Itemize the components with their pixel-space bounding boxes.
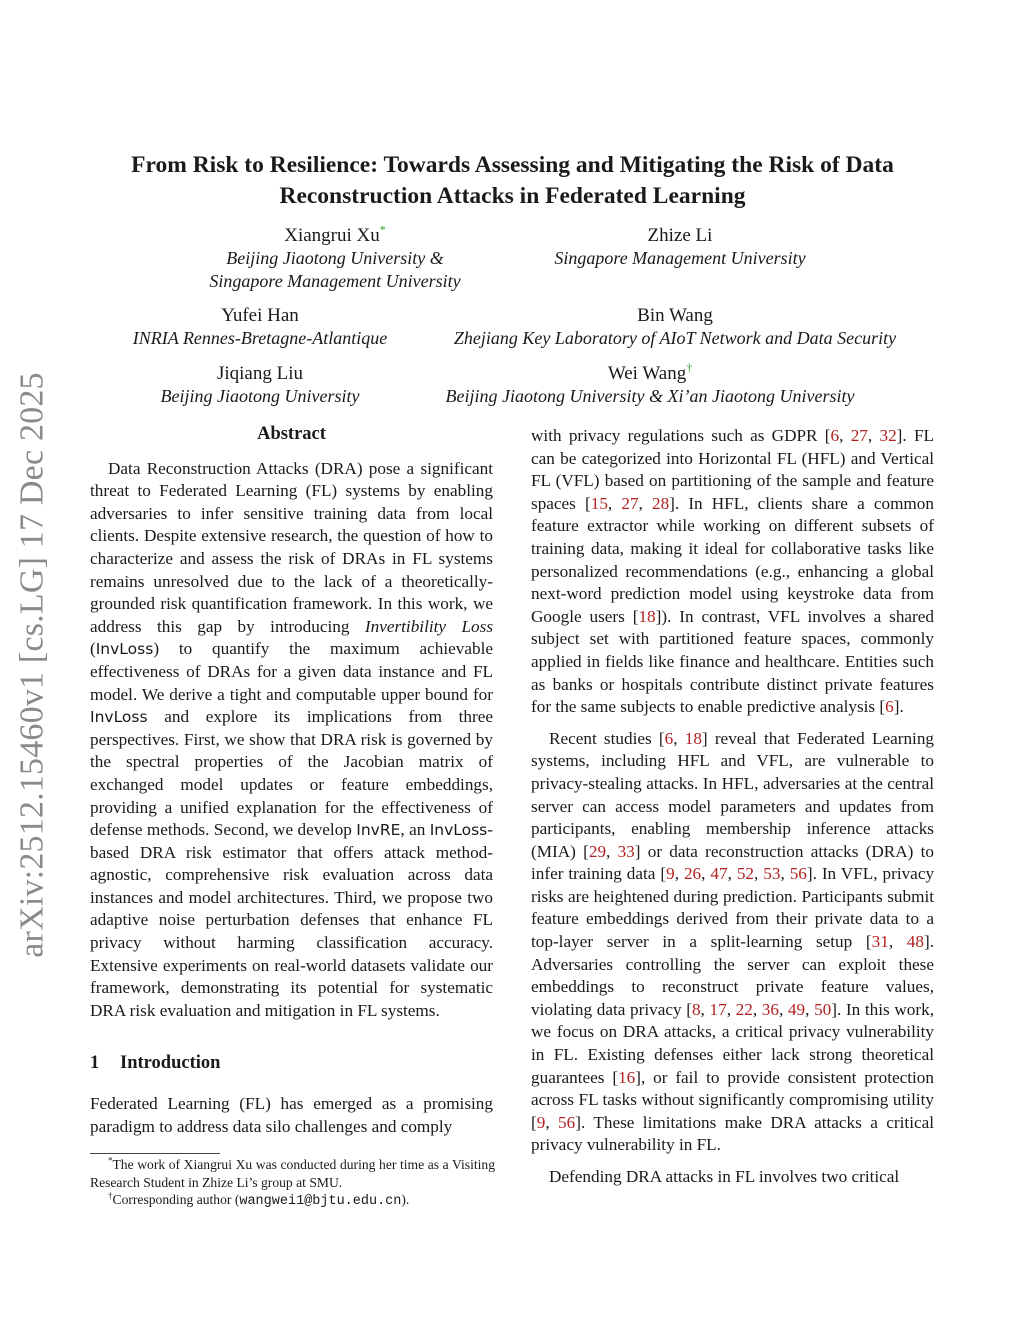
author-affiliation: Singapore Management University — [209, 271, 461, 291]
arxiv-sidebar-stamp — [8, 372, 58, 957]
equal-contribution-mark[interactable]: * — [379, 222, 386, 237]
citation-link[interactable]: 6 — [664, 728, 674, 748]
citation-link[interactable]: 28 — [651, 493, 670, 513]
section-number: 1 — [90, 1053, 100, 1074]
text-run: , — [701, 864, 711, 884]
text-run: ] reveal that Federated Learning systems, including HFL and VFL, are vulnerable to privacy-stealing attacks. In HFL, adversaries at the central server can access model parameters and updates from participants, enabling membership inference attacks (MIA) [ — [531, 728, 935, 861]
invloss-term: InvLoss — [95, 640, 154, 659]
citation-link[interactable]: 50 — [814, 999, 832, 1019]
invloss-term: InvLoss — [90, 708, 148, 727]
author-affiliation: Beijing Jiaotong University — [160, 386, 360, 406]
footnote: †Corresponding author (wangwei1@bjtu.edu.cn). — [108, 1190, 410, 1209]
author-name: Bin Wang — [637, 305, 713, 326]
citation-link[interactable]: 6 — [830, 426, 840, 445]
citation-link[interactable]: 52 — [736, 864, 754, 884]
citation-link[interactable]: 9 — [666, 864, 675, 884]
invre-term: InvRE — [356, 821, 401, 840]
text-run: ]. These limitations make DRA attacks a critical privacy vulnerability in FL. — [531, 1112, 934, 1155]
footnote: *The work of Xiangrui Xu was conducted during her time as a Visiting Research Student in Zhize Li’s group at SMU. — [90, 1155, 495, 1190]
author-name: Zhize Li — [647, 225, 713, 246]
citation-link[interactable]: 8 — [691, 999, 701, 1019]
text-run: ] or data reconstruction attacks (DRA) to infer training data [ — [531, 841, 935, 884]
author-block — [530, 224, 830, 270]
citation-link[interactable]: 9 — [536, 1112, 546, 1132]
text-run: , — [867, 426, 880, 445]
section-heading-introduction — [90, 1052, 493, 1075]
text-run: , — [638, 493, 652, 513]
citation-link[interactable]: 27 — [621, 493, 639, 513]
citation-link[interactable]: 6 — [885, 697, 894, 717]
author-block — [130, 362, 390, 408]
author-affiliation: Beijing Jiaotong University & — [226, 248, 444, 268]
text-run: , — [778, 999, 788, 1019]
citation-link[interactable]: 33 — [617, 841, 635, 861]
text-run: ]. Adversaries controlling the server can exploit these embeddings to reconstruct private feature values, violating data privacy [ — [531, 932, 935, 1019]
text-run: , — [606, 841, 618, 861]
citation-link[interactable]: 47 — [710, 864, 728, 884]
text-run: , — [839, 426, 851, 445]
text-run: , — [754, 864, 764, 884]
corresponding-author-mark[interactable]: † — [686, 360, 693, 375]
text-run: with privacy regulations such as GDPR [ — [531, 426, 831, 445]
text-run: , — [805, 999, 815, 1019]
author-affiliation: INRIA Rennes-Bretagne-Atlantique — [132, 328, 388, 348]
author-block — [420, 304, 930, 350]
citation-link[interactable]: 15 — [590, 493, 608, 513]
text-run: , — [726, 999, 736, 1019]
text-run: , — [607, 493, 622, 513]
section-title: Introduction — [120, 1053, 221, 1074]
left-column — [90, 423, 493, 1138]
text-run: ], or fail to provide consistent protection across FL tasks without significantly compromising utility [ — [531, 1067, 934, 1132]
citation-link[interactable]: 26 — [683, 864, 702, 884]
text-run: , — [780, 864, 790, 884]
text-run: , — [673, 728, 685, 748]
author-affiliation: Zhejiang Key Laboratory of AIoT Network and Data Security — [453, 328, 897, 348]
paper-title — [90, 150, 935, 212]
citation-link[interactable]: 53 — [763, 864, 781, 884]
right-column — [531, 425, 934, 1189]
citation-link[interactable]: 56 — [789, 864, 807, 884]
author-block — [410, 362, 890, 408]
text-run: ]. FL can be categorized into Horizontal FL (HFL) and Vertical FL (VFL) based on partitioning of the sample and feature spaces [ — [531, 426, 935, 513]
text-run: , — [727, 864, 737, 884]
abstract-paragraph: Data Reconstruction Attacks (DRA) pose a significant threat to Federated Learning (FL) systems by enabling adversaries to infer sensitive training data from local clients. Despite extensive research, the question of how to characterize and assess the risk of DRAs in FL systems remains unresolved due to the lack of a theoretically-grounded risk quantification framework. In this work, we address this gap by introducing Invertibility Loss (InvLoss) to quantify the maximum achievable effectiveness of DRAs for a given data instance and FL model. We derive a tight and computable upper bound for InvLoss and explore its implications from three perspectives. First, we show that DRA risk is governed by the spectral properties of the Jacobian matrix of exchanged model updates or feature embeddings, providing a unified explanation for the effectiveness of defense methods. Second, we develop InvRE, an InvLoss-based DRA risk estimator that offers attack method-agnostic, comprehensive risk evaluation across data instances and model architectures. Third, we propose two adaptive noise perturbation defenses that enhance FL privacy without harming classification accuracy. Extensive experiments on real-world datasets validate our framework, demonstrating its potential for systematic DRA risk evaluation and mitigation in FL systems. — [90, 458, 494, 1020]
citation-link[interactable]: 48 — [906, 932, 924, 952]
invertibility-loss-term: Invertibility Loss — [364, 616, 494, 636]
text-run: Recent studies [ — [549, 728, 665, 748]
footnote-divider — [90, 1153, 220, 1154]
citation-link[interactable]: 36 — [761, 999, 779, 1019]
author-block — [95, 304, 425, 350]
author-affiliation: Beijing Jiaotong University & Xi’an Jiaotong University — [445, 386, 855, 406]
citation-link[interactable]: 27 — [850, 426, 868, 445]
text-run: , — [545, 1112, 559, 1132]
text-run: ]. In VFL, privacy risks are heightened during prediction. Participants submit feature embeddings derived from their private data to a top-layer server in a split-learning setup [ — [531, 864, 935, 952]
email-link[interactable]: wangwei1@bjtu.edu.cn — [239, 1194, 402, 1209]
text-run: , — [700, 999, 710, 1019]
intro-paragraph: Federated Learning (FL) has emerged as a promising paradigm to address data silo challenges and comply — [90, 1094, 493, 1136]
text-run: , — [752, 999, 762, 1019]
paper-title-line-2: Reconstruction Attacks in Federated Learning — [279, 183, 746, 209]
body-paragraph — [531, 728, 934, 1157]
body-paragraph — [531, 425, 934, 719]
invloss-term: InvLoss — [429, 821, 488, 840]
citation-link[interactable]: 17 — [709, 999, 727, 1019]
citation-link[interactable]: 32 — [879, 426, 897, 445]
author-affiliation: Singapore Management University — [554, 248, 806, 268]
text-run: , — [674, 864, 684, 884]
paper-title-line-1: From Risk to Resilience: Towards Assessing and Mitigating the Risk of Data — [131, 152, 894, 178]
citation-link[interactable]: 29 — [588, 841, 607, 861]
arxiv-identifier: arXiv:2512.15460v1 [cs.LG] 17 Dec 2025 — [14, 371, 52, 958]
footnotes — [90, 1156, 495, 1211]
citation-link[interactable]: 56 — [558, 1112, 576, 1132]
author-name: Xiangrui Xu — [284, 225, 380, 246]
text-run: ]. In this work, we focus on DRA attacks, a critical privacy vulnerability in FL. Existing defenses either lack strong theoretical guarantees [ — [531, 999, 935, 1087]
citation-link[interactable]: 18 — [684, 728, 702, 748]
citation-link[interactable]: 18 — [638, 606, 656, 626]
text-run: ]). In contrast, VFL involves a shared subject set with partitioned feature spaces, commonly applied in fields like finance and healthcare. Entities such as banks or hospitals contribute distinct private features for the same subjects to enable predictive analysis [ — [531, 606, 934, 717]
author-block — [190, 224, 480, 293]
citation-link[interactable]: 49 — [787, 999, 806, 1019]
text-run: , — [888, 932, 907, 952]
abstract-heading: Abstract — [257, 424, 326, 444]
author-name: Wei Wang — [607, 363, 687, 384]
citation-link[interactable]: 31 — [871, 932, 889, 952]
citation-link[interactable]: 22 — [735, 999, 753, 1019]
body-paragraph: Defending DRA attacks in FL involves two critical — [549, 1167, 900, 1186]
text-run: ]. — [893, 697, 904, 717]
text-run: ]. In HFL, clients share a common feature extractor while working on different subsets of training data, making it ideal for collaborative tasks like personalized recommendations (e.g., enhancing a global next-word prediction model using keystroke data from Google users [ — [531, 493, 934, 626]
citation-link[interactable]: 16 — [618, 1067, 636, 1087]
author-name: Yufei Han — [221, 305, 299, 326]
author-name: Jiqiang Liu — [216, 363, 304, 384]
